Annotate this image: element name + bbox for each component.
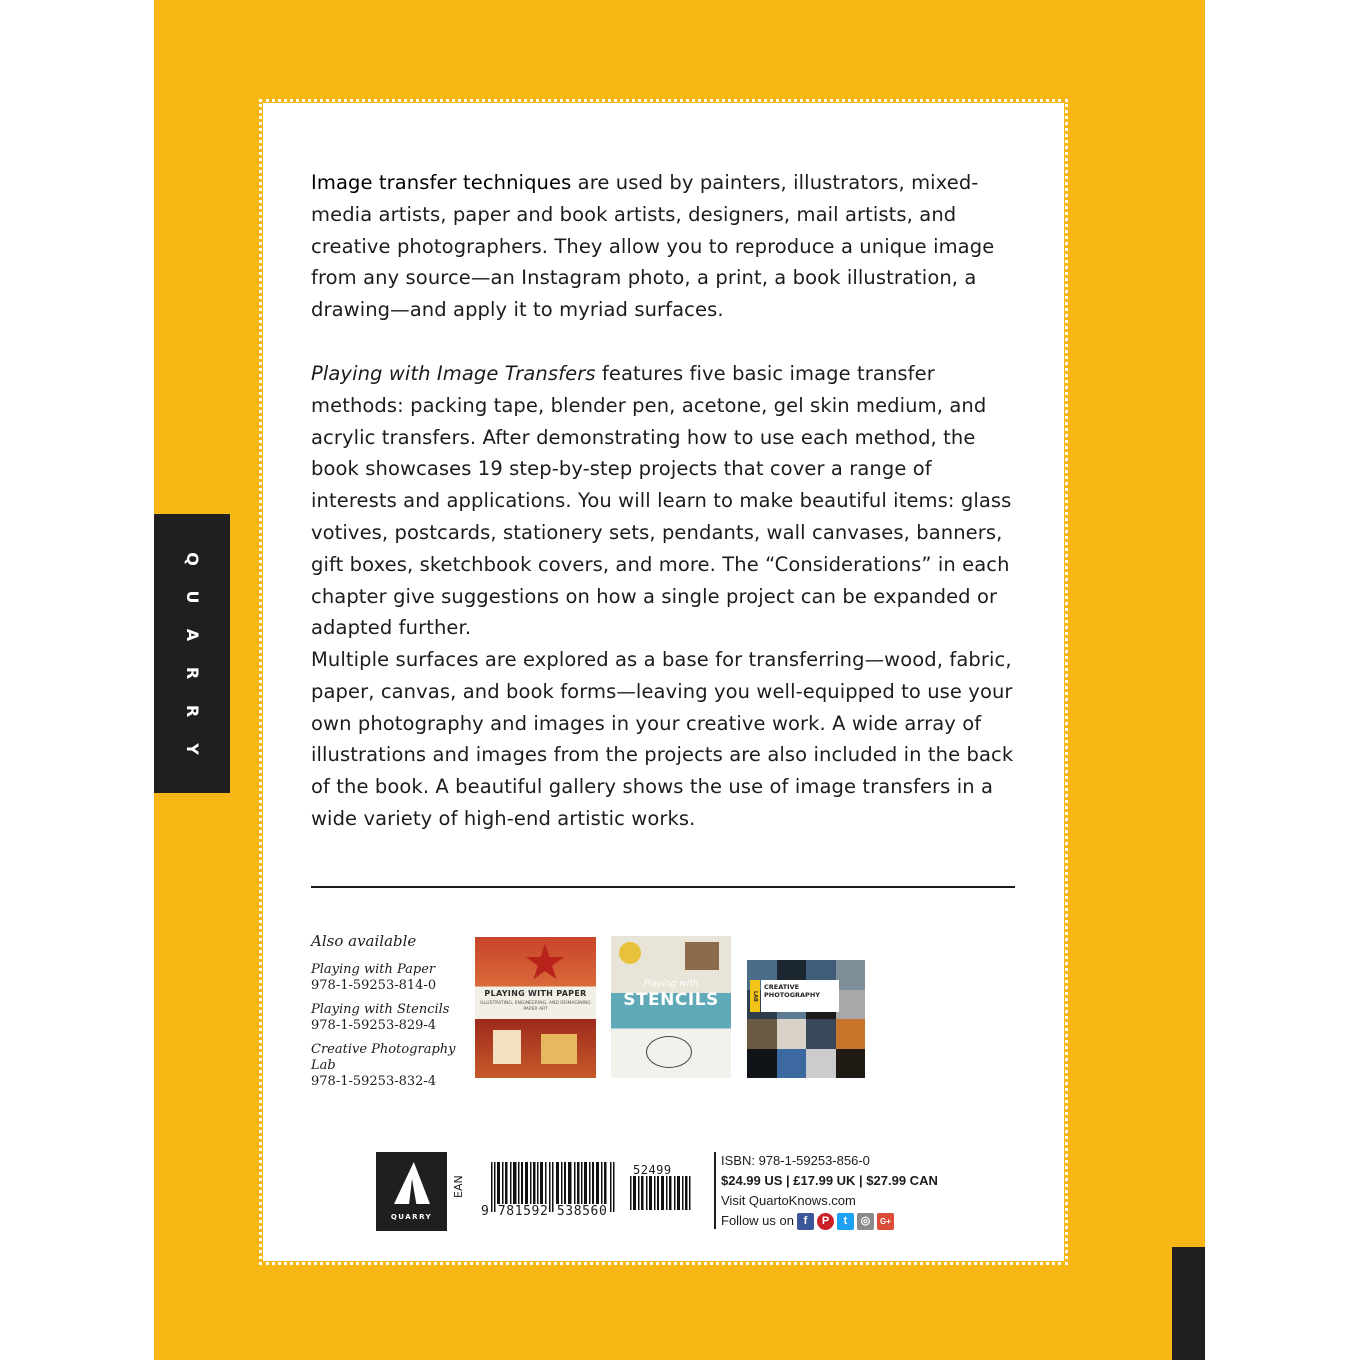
cover-playing-with-paper	[475, 937, 596, 1078]
also-isbn: 978-1-59253-832-4	[311, 1074, 437, 1089]
features-rest: features five basic image transfer methods: packing tape, blender pen, acetone, gel skin medium, and acrylic transfers. After demonstrating how to use each method, the book showcases 19 step-by-step projects that cover a range of interests and applications. You will learn to make beautiful items: glass votives, postcards, stationery sets, pendants, wall canvases, banners, gift boxes, sketchbook covers, and more. The “Considerations” in each chapter give suggestions on how a single project can be expanded or adapted further.	[311, 362, 1012, 640]
google-plus-icon: G+	[877, 1213, 894, 1230]
follow-text: Follow us on	[721, 1213, 794, 1228]
paragraph-features	[311, 358, 1023, 644]
cover-title: CREATIVE	[764, 983, 800, 991]
facebook-icon: f	[797, 1213, 814, 1230]
also-isbn: 978-1-59253-814-0	[311, 978, 437, 993]
book-title-italic: Playing with Image Transfers	[311, 362, 596, 385]
barcode-digits: 9 781592 538560	[481, 1204, 608, 1219]
also-isbn: 978-1-59253-829-4	[311, 1018, 437, 1033]
spine-letter: Q	[183, 551, 202, 566]
sail-icon	[394, 1162, 430, 1204]
publisher-info	[721, 1151, 938, 1231]
paragraph-surfaces: Multiple surfaces are explored as a base for transferring—wood, fabric, paper, canvas, and book forms—leaving you well-equipped to use your own photography and images in your creative work. A wide array of illustrations and images from the projects are also included in the back of the book. A beautiful gallery shows the use of image transfers in a wide variety of high-end artistic works.	[311, 648, 1014, 830]
twitter-icon: t	[837, 1213, 854, 1230]
spine-letter: R	[183, 704, 202, 717]
paper-cutout-image	[541, 1034, 577, 1064]
photo-grid	[747, 960, 865, 1078]
pinterest-icon: P	[817, 1213, 834, 1230]
cover-creative-photography-lab	[747, 960, 865, 1078]
price-text: $24.99 US | £17.99 UK | $27.99 CAN	[721, 1173, 938, 1188]
spine-letter: U	[183, 590, 202, 603]
stencil-circle-image	[646, 1036, 692, 1068]
photo-image	[685, 942, 719, 970]
paper-cutout-image	[493, 1030, 521, 1064]
instagram-icon: ◎	[857, 1213, 874, 1230]
cover-pretitle: Playing with	[643, 979, 699, 989]
barcode-addon	[630, 1176, 691, 1210]
cover-title: PLAYING WITH PAPER	[484, 989, 587, 998]
follow-row	[721, 1211, 938, 1231]
cover-title: PHOTOGRAPHY	[764, 991, 820, 999]
divider-rule	[311, 886, 1015, 888]
also-title: Creative Photography Lab	[311, 1042, 456, 1073]
intro-lead: Image transfer techniques	[311, 171, 572, 194]
also-available-list	[311, 932, 471, 1098]
isbn-text: ISBN: 978-1-59253-856-0	[721, 1153, 870, 1168]
barcode-addon-digits: 52499	[633, 1163, 672, 1177]
paragraph-intro	[311, 167, 1023, 326]
also-title: Playing with Stencils	[311, 1002, 450, 1017]
also-title: Playing with Paper	[311, 962, 436, 977]
website-text: Visit QuartoKnows.com	[721, 1193, 856, 1208]
spine-letter: R	[183, 666, 202, 679]
cover-title: STENCILS	[623, 990, 719, 1010]
flower-image	[619, 942, 641, 964]
paper-star-image	[525, 943, 565, 983]
also-available-heading: Also available	[311, 932, 417, 950]
intro-rest: are used by painters, illustrators, mixed-media artists, paper and book artists, designers, mail artists, and creative photographers. They allow you to reproduce a unique image from any source—an Instagram photo, a print, a book illustration, a drawing—and apply it to myriad surfaces.	[311, 171, 995, 322]
spine-tab	[154, 514, 230, 793]
info-divider	[714, 1152, 716, 1229]
cover-playing-with-stencils	[611, 936, 731, 1078]
lab-tag: LAB	[750, 980, 760, 1012]
ean-label: EAN	[452, 1175, 465, 1198]
cover-subtitle: ILLUSTRATING, ENGINEERING, AND REIMAGINING PAPER ART	[480, 1001, 591, 1012]
corner-tab	[1172, 1247, 1205, 1360]
logo-name: QUARRY	[390, 1213, 433, 1221]
spine-letters	[154, 514, 230, 793]
spine-letter: Y	[183, 742, 202, 755]
quarry-logo	[376, 1152, 447, 1231]
spine-letter: A	[183, 628, 202, 641]
